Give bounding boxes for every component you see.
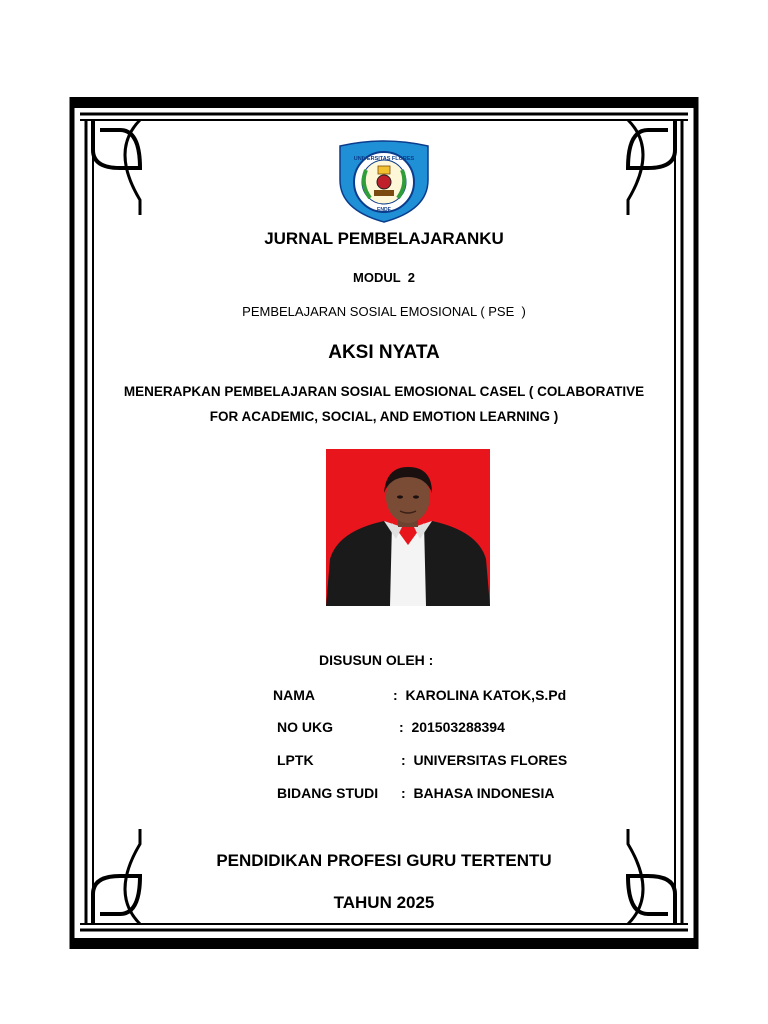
university-logo: [334, 140, 434, 224]
description-line-2: FOR ACADEMIC, SOCIAL, AND EMOTION LEARNING ): [209, 409, 559, 424]
compiled-by-label: DISUSUN OLEH :: [319, 652, 434, 668]
field-value-lptk: : UNIVERSITAS FLORES: [401, 752, 568, 768]
subject-line: PEMBELAJARAN SOSIAL EMOSIONAL ( PSE ): [242, 304, 526, 319]
field-label-study: BIDANG STUDI: [277, 785, 379, 801]
year-label: TAHUN 2025: [333, 893, 435, 912]
logo-ring-text: UNIVERSITAS FLORES: [353, 156, 415, 162]
field-value-name: : KAROLINA KATOK,S.Pd: [393, 687, 567, 703]
aksi-nyata-heading: AKSI NYATA: [328, 342, 440, 363]
logo-bottom-text: ENDE: [377, 207, 391, 213]
field-label-ukg: NO UKG: [277, 719, 333, 735]
author-photo: [326, 449, 490, 606]
field-label-lptk: LPTK: [277, 752, 314, 768]
field-label-name: NAMA: [273, 687, 315, 703]
journal-title: JURNAL PEMBELAJARANKU: [264, 229, 504, 248]
field-value-ukg: : 201503288394: [399, 719, 505, 735]
program-title: PENDIDIKAN PROFESI GURU TERTENTU: [216, 851, 552, 870]
module-label: MODUL 2: [353, 270, 415, 285]
description-line-1: MENERAPKAN PEMBELAJARAN SOSIAL EMOSIONAL CASEL ( COLABORATIVE: [123, 384, 645, 399]
field-value-study: : BAHASA INDONESIA: [401, 785, 555, 801]
